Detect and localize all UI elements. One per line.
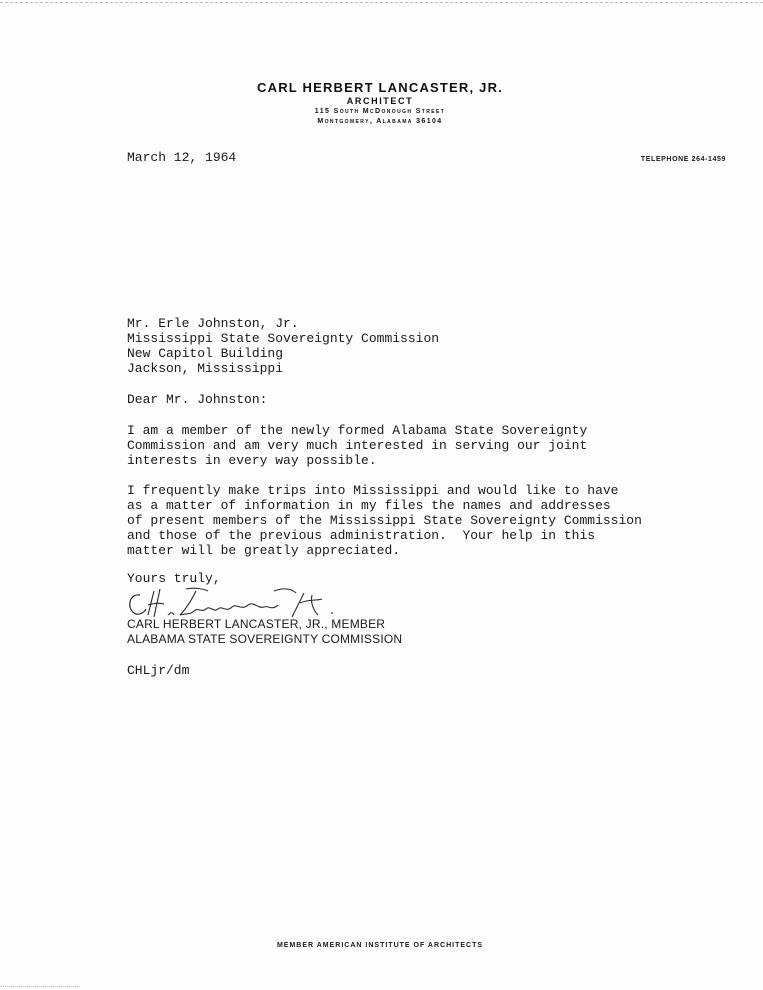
handwritten-signature — [124, 585, 364, 621]
scan-edge-bottom — [0, 986, 80, 989]
signature-block — [127, 617, 402, 647]
closing: Yours truly, — [127, 571, 221, 586]
letterhead-name: CARL HERBERT LANCASTER, JR. — [257, 80, 503, 95]
salutation: Dear Mr. Johnston: — [127, 392, 268, 407]
addressee-line: Mississippi State Sovereignty Commission — [127, 331, 440, 346]
paragraph-line: of present members of the Mississippi State Sovereignty Commission — [127, 513, 642, 528]
addressee-line: Mr. Erle Johnston, Jr. — [127, 316, 299, 331]
paragraph-line: and those of the previous administration. Your help in this — [127, 528, 596, 543]
scan-edge-top — [0, 2, 763, 7]
paragraph-line: I frequently make trips into Mississippi and would like to have — [127, 483, 619, 498]
signature-org-line: ALABAMA STATE SOVEREIGNTY COMMISSION — [127, 632, 403, 646]
typist-initials: CHLjr/dm — [127, 663, 190, 678]
letter-date: March 12, 1964 — [127, 150, 237, 165]
paragraph-1 — [127, 423, 647, 468]
paragraph-line: interests in every way possible. — [127, 453, 377, 468]
letterhead-title: ARCHITECT — [346, 96, 414, 106]
paragraph-line: Commission and am very much interested in serving our joint — [127, 438, 588, 453]
letterhead — [200, 80, 560, 127]
letterhead-city: Montgomery, Alabama 36104 — [317, 118, 443, 125]
paragraph-line: as a matter of information in my files the names and addresses — [127, 498, 611, 513]
telephone-number: TELEPHONE 264-1459 — [640, 156, 726, 163]
paragraph-line: matter will be greatly appreciated. — [127, 543, 401, 558]
addressee-block — [127, 316, 647, 376]
paragraph-line: I am a member of the newly formed Alabama State Sovereignty — [127, 423, 588, 438]
letterhead-street: 115 South McDonough Street — [314, 108, 446, 115]
footer-membership: MEMBER AMERICAN INSTITUTE OF ARCHITECTS — [276, 942, 484, 949]
paragraph-2 — [127, 483, 647, 558]
addressee-line: Jackson, Mississippi — [127, 361, 284, 376]
addressee-line: New Capitol Building — [127, 346, 284, 361]
signature-name-line: CARL HERBERT LANCASTER, JR., MEMBER — [127, 617, 386, 631]
